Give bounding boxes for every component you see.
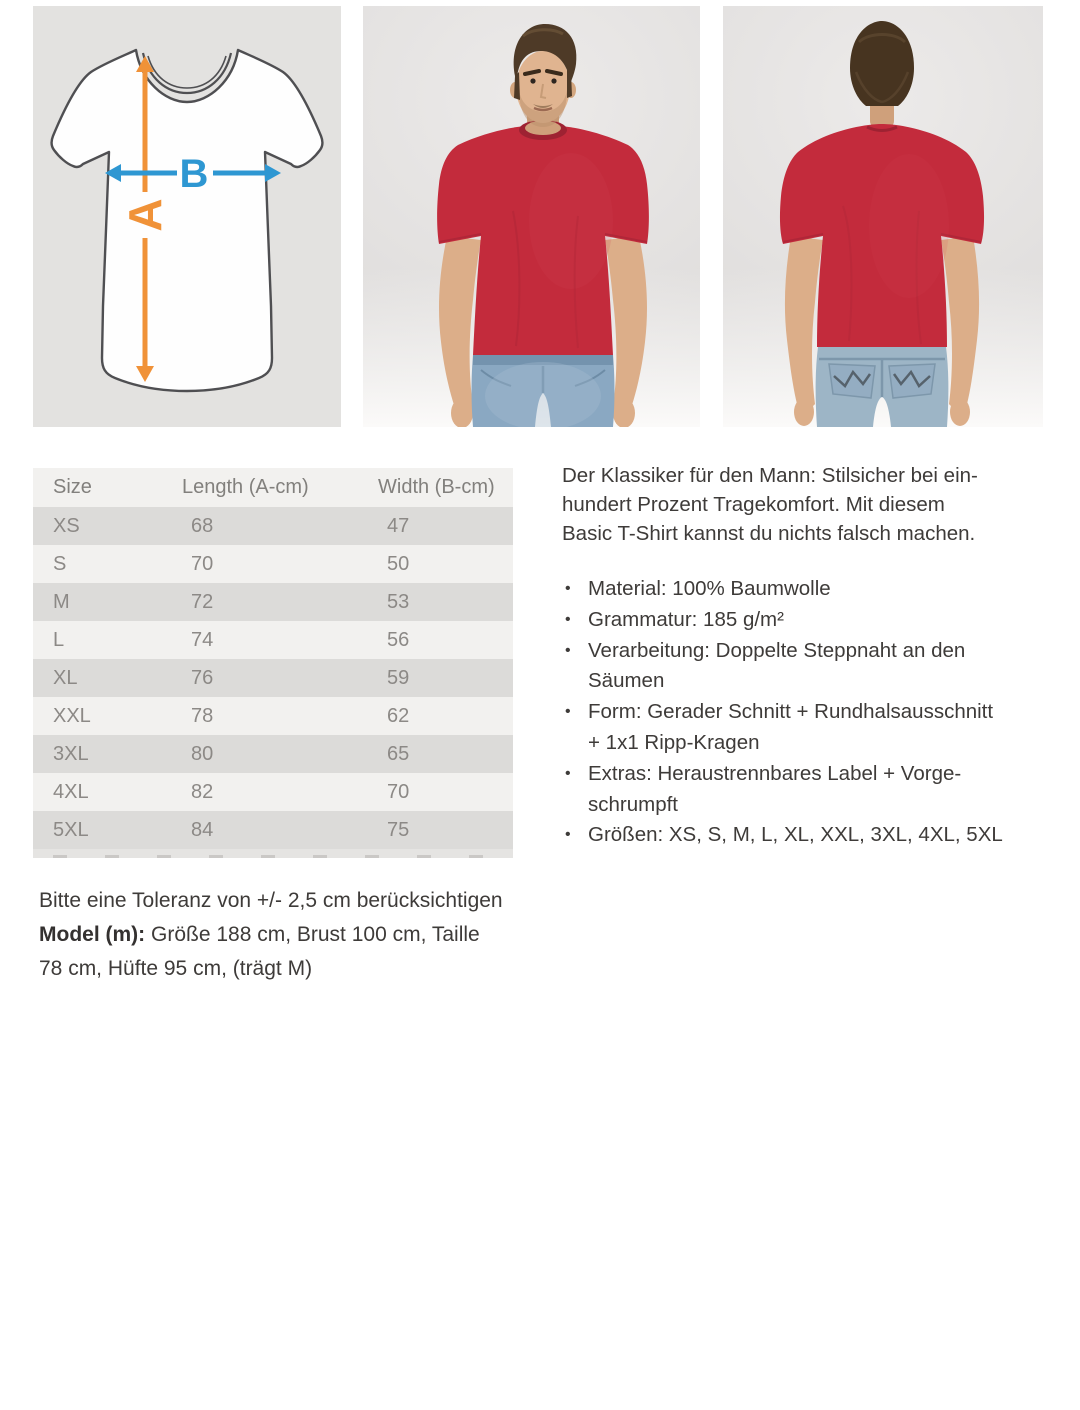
bullet-text: Größen: XS, S, M, L, XL, XXL, 3XL, 4XL, 5XL — [588, 823, 1003, 847]
cell-length: 82 — [191, 781, 214, 803]
cell-length: 74 — [191, 629, 214, 651]
size-table-cropped-row — [33, 849, 513, 858]
bullet-text: schrumpft — [588, 792, 678, 816]
model-hair-back — [850, 21, 914, 106]
bullet-text: Verarbeitung: Doppelte Steppnaht an den — [588, 638, 966, 662]
cell-size: XS — [53, 515, 80, 537]
bullet-icon: • — [565, 641, 571, 659]
bullet-text: Grammatur: 185 g/m² — [588, 607, 784, 631]
cell-length: 70 — [191, 553, 214, 575]
table-row — [33, 773, 513, 811]
description-intro — [562, 461, 1052, 548]
model-front-photo — [363, 6, 700, 427]
cell-length: 68 — [191, 515, 214, 537]
table-row — [33, 697, 513, 735]
product-description — [562, 461, 1052, 851]
cell-length: 84 — [191, 819, 214, 841]
model-back-illustration — [723, 6, 1043, 427]
model-info-line2: 78 cm, Hüfte 95 cm, (trägt M) — [39, 957, 313, 980]
model-info-line1 — [39, 918, 503, 952]
bullet-icon: • — [565, 703, 571, 721]
model-info-text: Größe 188 cm, Brust 100 cm, Taille — [145, 923, 480, 946]
cell-size: XXL — [53, 705, 91, 727]
intro-line: Basic T-Shirt kannst du nichts falsch machen. — [562, 522, 976, 545]
column-header-size: Size — [53, 476, 92, 498]
column-header-width: Width (B-cm) — [378, 476, 495, 498]
list-item — [562, 574, 1052, 605]
column-header-length: Length (A-cm) — [182, 476, 309, 498]
bullet-icon: • — [565, 764, 571, 782]
cell-size: 3XL — [53, 743, 89, 765]
cell-width: 65 — [387, 743, 410, 765]
cell-length: 72 — [191, 591, 214, 613]
cell-size: 4XL — [53, 781, 89, 803]
tshirt-outline — [52, 50, 323, 391]
cell-width: 50 — [387, 553, 410, 575]
model-front-illustration — [363, 6, 700, 427]
size-table-header — [33, 468, 513, 507]
model-jeans — [472, 355, 615, 427]
label-b: B — [179, 152, 209, 196]
intro-line: hundert Prozent Tragekomfort. Mit diesem — [562, 493, 945, 516]
model-back-photo — [723, 6, 1043, 427]
cell-size: XL — [53, 667, 78, 689]
table-row — [33, 659, 513, 697]
measurement-notes — [39, 884, 503, 986]
bullet-icon: • — [565, 580, 571, 597]
list-item — [562, 636, 1052, 698]
model-jeans-back — [816, 347, 949, 427]
cell-length: 78 — [191, 705, 214, 727]
tolerance-note: Bitte eine Toleranz von +/- 2,5 cm berücksichtigen — [39, 889, 503, 912]
cell-width: 47 — [387, 515, 410, 537]
cell-size: M — [53, 591, 70, 613]
list-item — [562, 759, 1052, 821]
cell-width: 53 — [387, 591, 410, 613]
table-row — [33, 545, 513, 583]
cell-width: 62 — [387, 705, 410, 727]
size-table — [33, 468, 513, 858]
intro-line: Der Klassiker für den Mann: Stilsicher bei ein- — [562, 464, 978, 487]
bullet-text: + 1x1 Ripp-Kragen — [588, 730, 760, 754]
model-label: Model (m): — [39, 923, 146, 946]
bullet-text: Säumen — [588, 669, 665, 693]
model-face — [510, 24, 576, 127]
bullet-icon: • — [565, 610, 571, 628]
table-row — [33, 811, 513, 849]
label-a: A — [119, 198, 171, 232]
cell-length: 76 — [191, 667, 214, 689]
bullet-text: Extras: Heraustrennbares Label + Vorge- — [588, 761, 962, 785]
cell-size: 5XL — [53, 819, 89, 841]
cell-size: L — [53, 629, 65, 651]
feature-list — [562, 574, 1052, 851]
cell-width: 56 — [387, 629, 410, 651]
cell-length: 80 — [191, 743, 214, 765]
bullet-icon: • — [565, 826, 571, 844]
cell-width: 70 — [387, 781, 410, 803]
tshirt-measurement-diagram — [33, 6, 341, 427]
table-row — [33, 507, 513, 545]
table-row — [33, 735, 513, 773]
bullet-text: Material: 100% Baumwolle — [588, 577, 831, 600]
list-item — [562, 697, 1052, 759]
cell-width: 75 — [387, 819, 410, 841]
list-item — [562, 605, 1052, 636]
cell-size: S — [53, 553, 67, 575]
bullet-text: Form: Gerader Schnitt + Rundhalsausschnitt — [588, 700, 994, 724]
table-row — [33, 583, 513, 621]
table-row — [33, 621, 513, 659]
size-diagram-image — [33, 6, 341, 427]
cell-width: 59 — [387, 667, 410, 689]
list-item — [562, 820, 1052, 851]
